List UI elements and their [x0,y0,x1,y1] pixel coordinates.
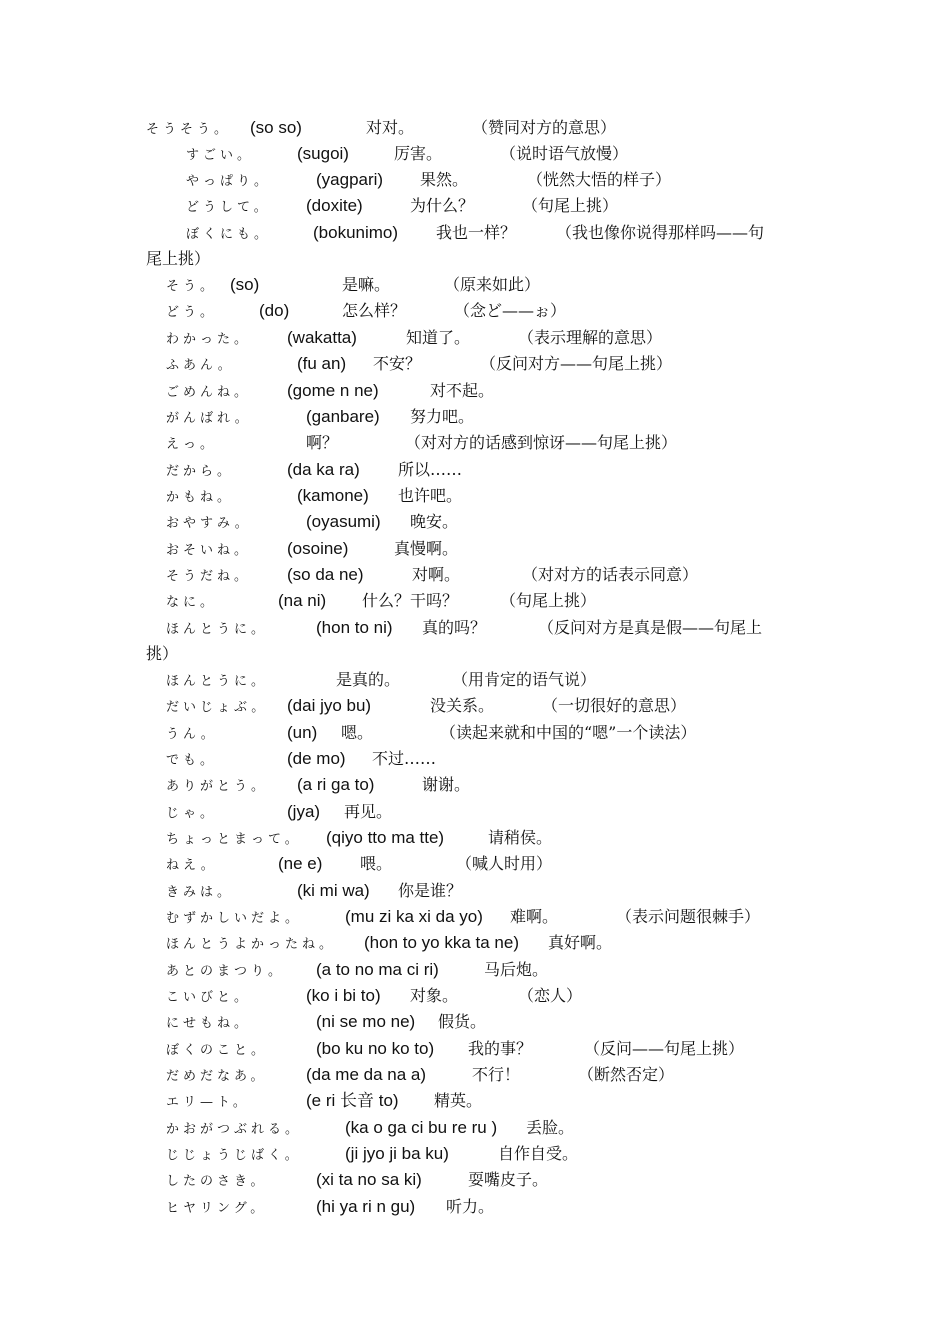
romaji-text: (hi ya ri n gu) [316,1197,416,1216]
usage-note: （恋人） [518,986,583,1005]
usage-note: （句尾上挑） [500,591,597,610]
kana-text: どうして。 [186,200,271,215]
kana-text: かもね。 [166,490,235,505]
kana-text: すごい。 [186,148,255,163]
kana-text: じゃ。 [166,806,218,821]
kana-text: だいじょぶ。 [166,700,269,715]
usage-note: （我也像你说得那样吗——句 [556,223,765,242]
kana-text: したのさき。 [166,1174,268,1189]
usage-note: （喊人时用） [456,854,553,873]
chinese-meaning: 精英。 [434,1091,483,1110]
chinese-meaning: 真好啊。 [548,933,613,952]
romaji-text: (oyasumi) [306,512,381,531]
usage-note-continued: 尾上挑） [146,249,211,268]
chinese-meaning: 嗯。 [341,723,374,742]
usage-note: （一切很好的意思） [542,696,687,715]
chinese-meaning: 你是谁？ [398,881,463,900]
usage-note: （表示问题很棘手） [616,907,761,926]
romaji-text: (un) [287,723,318,742]
chinese-meaning: 也许吧。 [398,486,463,505]
kana-text: エリ—ト。 [166,1095,250,1110]
romaji-text: (yagpari) [316,170,384,189]
chinese-meaning: 是真的。 [336,670,401,689]
romaji-text: (wakatta) [287,328,357,347]
usage-note: （反问对方是真是假——句尾上 [538,618,763,637]
romaji-text: (xi ta no sa ki) [316,1170,422,1189]
kana-text: きみは。 [166,885,235,900]
romaji-text: (hon to yo kka ta ne) [364,933,519,952]
romaji-text: (hon to ni) [316,618,393,637]
kana-text: ごめんね。 [166,385,252,400]
kana-text: むずかしいだよ。 [166,911,303,926]
usage-note: （对对方的话感到惊讶——句尾上挑） [405,433,678,452]
romaji-text: (a ri ga to) [297,775,375,794]
kana-text: だめだなあ。 [166,1069,268,1084]
chinese-meaning: 不行！ [472,1065,521,1084]
chinese-meaning: 听力。 [446,1197,495,1216]
usage-note: （表示理解的意思） [518,328,663,347]
chinese-meaning: 难啊。 [510,907,559,926]
chinese-meaning: 为什么？ [410,196,475,215]
romaji-text: (ki mi wa) [297,881,370,900]
chinese-meaning: 所以…… [398,460,463,479]
kana-text: ねえ。 [166,858,218,873]
usage-note: （恍然大悟的样子） [527,170,672,189]
romaji-text: (da ka ra) [287,460,360,479]
usage-note: （反问——句尾上挑） [584,1039,745,1058]
chinese-meaning: 什么？干吗？ [362,591,459,610]
usage-note: （对对方的话表示同意） [522,565,699,584]
romaji-text: (gome n ne) [287,381,379,400]
romaji-text: (do) [259,301,290,320]
romaji-text: (fu an) [297,354,347,373]
romaji-text: (so da ne) [287,565,364,584]
chinese-meaning: 对不起。 [430,381,495,400]
kana-text: ほんとうよかったね。 [166,937,337,952]
kana-text: じじょうじばく。 [166,1148,302,1163]
usage-note: （原来如此） [444,275,541,294]
kana-text: ほんとうに。 [166,674,269,689]
kana-text: えっ。 [166,437,218,452]
romaji-text: (ganbare) [306,407,380,426]
kana-text: ヒヤリング。 [166,1201,268,1216]
romaji-text: (jya) [287,802,321,821]
usage-note: （念ど——ぉ） [454,301,567,320]
usage-note: （句尾上挑） [522,196,619,215]
romaji-text: (ni se mo ne) [316,1012,416,1031]
chinese-meaning: 真慢啊。 [394,539,459,558]
kana-text: そうだね。 [166,569,252,584]
usage-note: （反问对方——句尾上挑） [480,354,673,373]
chinese-meaning: 厉害。 [394,144,443,163]
chinese-meaning: 没关系。 [430,696,495,715]
chinese-meaning: 对啊。 [412,565,461,584]
kana-text: ほんとうに。 [166,622,269,637]
romaji-text: (so) [230,275,260,294]
kana-text: こいびと。 [166,990,252,1005]
romaji-text: (bokunimo) [313,223,399,242]
chinese-meaning: 丢脸。 [526,1118,575,1137]
chinese-meaning: 请稍侯。 [488,828,553,847]
usage-note: （断然否定） [578,1065,675,1084]
kana-text: どう。 [166,305,218,320]
romaji-text: (qiyo tto ma tte) [326,828,445,847]
chinese-meaning: 不过…… [372,749,437,768]
usage-note: （赞同对方的意思） [472,118,617,137]
chinese-meaning: 再见。 [344,802,393,821]
usage-note: （读起来就和中国的“嗯”一个读法） [440,723,697,742]
kana-text: わかった。 [166,332,252,347]
romaji-text: (kamone) [297,486,369,505]
romaji-text: (na ni) [278,591,327,610]
usage-note-continued: 挑） [146,644,179,663]
chinese-meaning: 喂。 [360,854,393,873]
chinese-meaning: 啊？ [306,433,339,452]
kana-text: なに。 [166,595,218,610]
kana-text: だから。 [166,464,235,479]
kana-text: そう。 [166,279,218,294]
chinese-meaning: 怎么样？ [342,301,407,320]
chinese-meaning: 知道了。 [406,328,471,347]
chinese-meaning: 果然。 [420,170,469,189]
chinese-meaning: 假货。 [438,1012,487,1031]
chinese-meaning: 晚安。 [410,512,459,531]
kana-text: ありがとう。 [166,779,269,794]
chinese-meaning: 对对。 [366,118,415,137]
romaji-text: (e ri 长音 to) [306,1091,399,1110]
romaji-text: (ne e) [278,854,323,873]
chinese-meaning: 自作自受。 [498,1144,579,1163]
kana-text: おそいね。 [166,543,252,558]
kana-text: うん。 [166,727,218,742]
romaji-text: (ka o ga ci bu re ru ) [345,1118,498,1137]
kana-text: おやすみ。 [166,516,252,531]
kana-text: あとのまつり。 [166,964,286,979]
kana-text: かおがつぶれる。 [166,1122,303,1137]
chinese-meaning: 耍嘴皮子。 [468,1170,549,1189]
chinese-meaning: 对象。 [410,986,459,1005]
romaji-text: (bo ku no ko to) [316,1039,435,1058]
kana-text: やっぱり。 [186,174,272,189]
kana-text: でも。 [166,753,218,768]
romaji-text: (sugoi) [297,144,349,163]
romaji-text: (so so) [250,118,302,137]
romaji-text: (a to no ma ci ri) [316,960,439,979]
romaji-text: (dai jyo bu) [287,696,372,715]
romaji-text: (doxite) [306,196,363,215]
chinese-meaning: 是嘛。 [342,275,391,294]
romaji-text: (osoine) [287,539,349,558]
chinese-meaning: 真的吗？ [422,618,487,637]
chinese-meaning: 我也一样？ [436,223,517,242]
kana-text: ふあん。 [166,358,235,373]
romaji-text: (mu zi ka xi da yo) [345,907,483,926]
chinese-meaning: 不安？ [373,354,422,373]
romaji-text: (da me da na a) [306,1065,427,1084]
chinese-meaning: 谢谢。 [422,775,471,794]
romaji-text: (ko i bi to) [306,986,381,1005]
kana-text: そうそう。 [146,122,232,137]
kana-text: ちょっとまって。 [166,832,302,847]
usage-note: （说时语气放慢） [500,144,629,163]
kana-text: ぼくのこと。 [166,1043,269,1058]
kana-text: ぼくにも。 [186,227,272,242]
usage-note: （用肯定的语气说） [452,670,597,689]
romaji-text: (de mo) [287,749,346,768]
chinese-meaning: 努力吧。 [410,407,475,426]
chinese-meaning: 马后炮。 [484,960,549,979]
kana-text: がんばれ。 [166,411,252,426]
chinese-meaning: 我的事？ [468,1039,533,1058]
romaji-text: (ji jyo ji ba ku) [345,1144,449,1163]
kana-text: にせもね。 [166,1016,252,1031]
